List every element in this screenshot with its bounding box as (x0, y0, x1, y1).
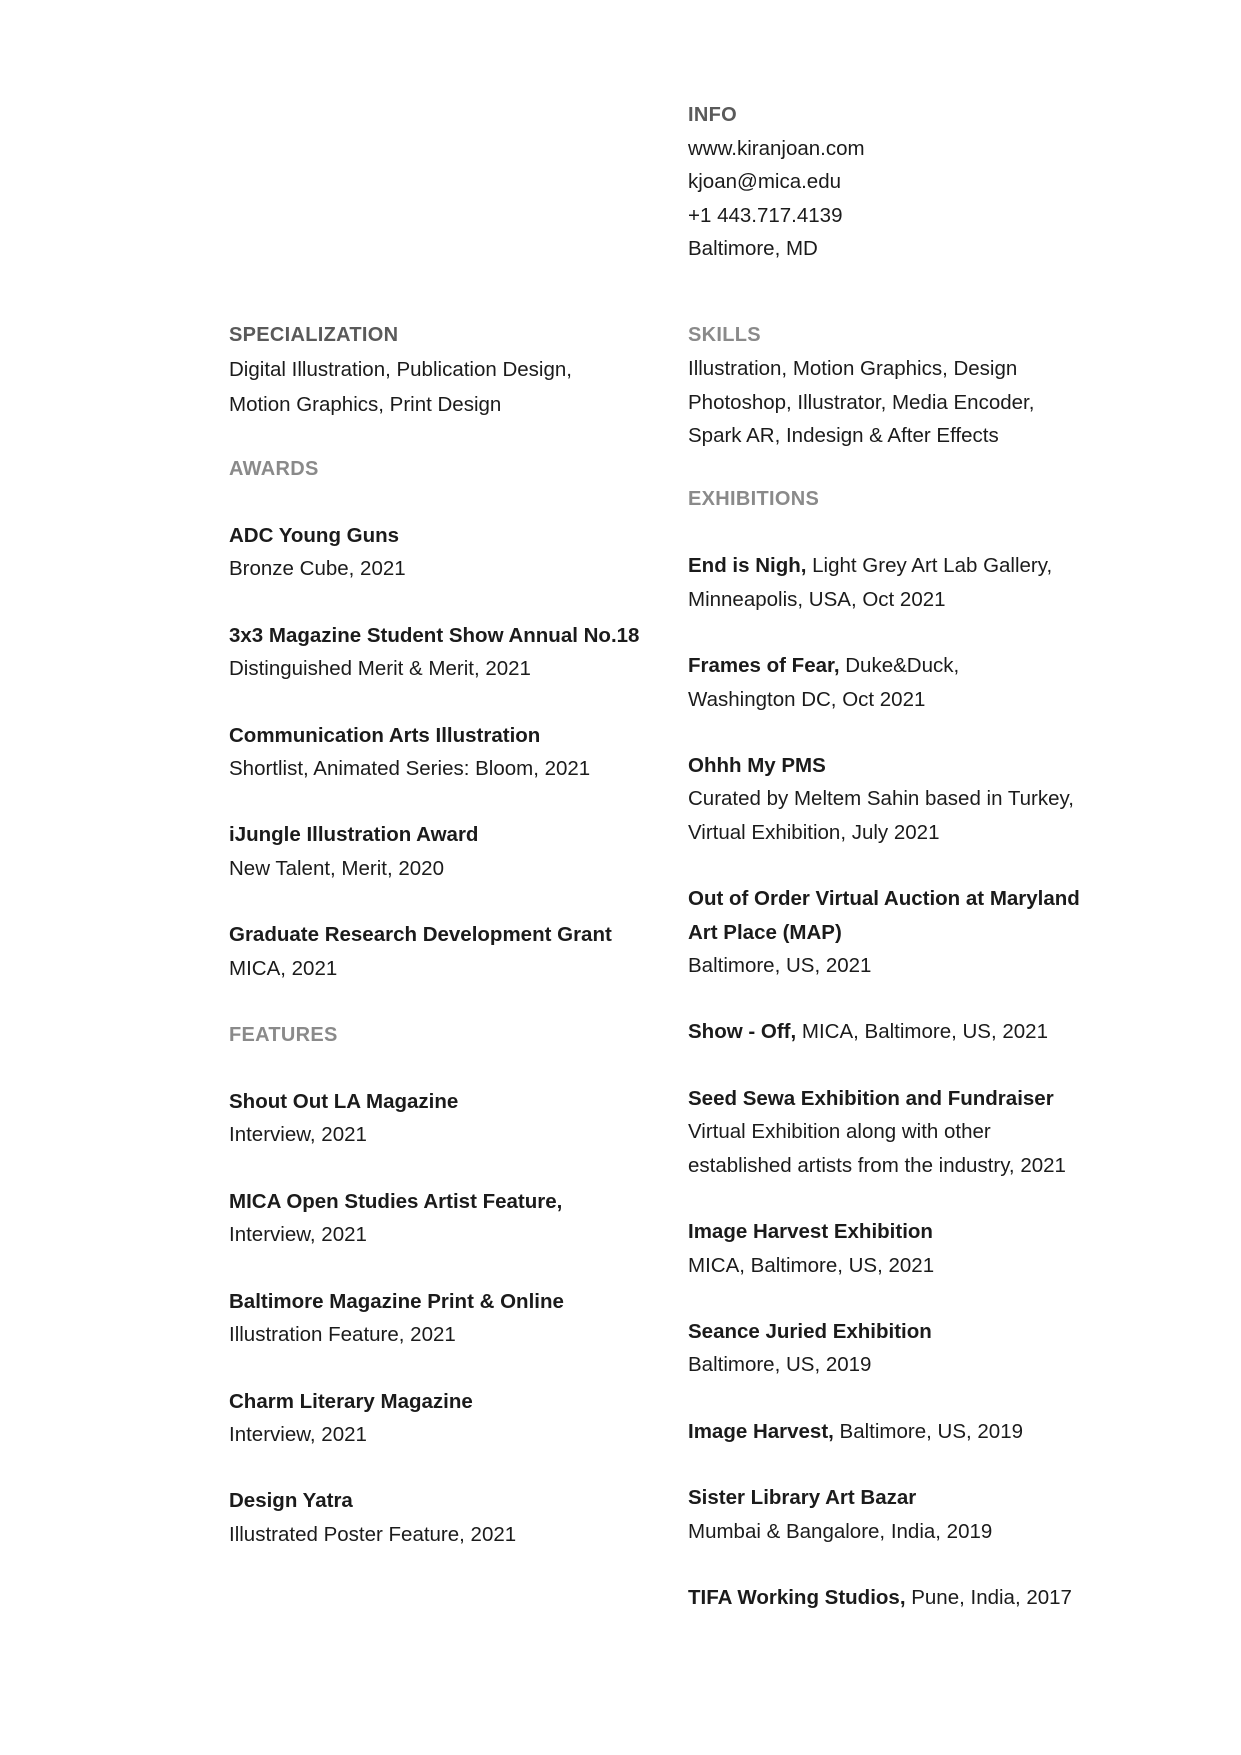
specialization-line: Digital Illustration, Publication Design, (229, 358, 572, 381)
exhibition-title: Image Harvest, (688, 1419, 834, 1443)
info-location: Baltimore, MD (688, 236, 818, 260)
award-desc: Shortlist, Animated Series: Bloom, 2021 (229, 757, 591, 781)
exhibition-desc: Mumbai & Bangalore, India, 2019 (688, 1519, 993, 1543)
feature-title: Shout Out LA Magazine (229, 1090, 459, 1114)
feature-entry (229, 1484, 669, 1551)
exhibition-title: Image Harvest Exhibition (688, 1220, 933, 1244)
feature-entry (229, 1285, 669, 1352)
feature-desc: Interview, 2021 (229, 1123, 367, 1147)
right-column (688, 98, 1158, 1647)
exhibition-title: TIFA Working Studios, (688, 1585, 906, 1609)
skills-heading: SKILLS (688, 324, 761, 347)
left-column (229, 318, 669, 1584)
award-title: ADC Young Guns (229, 524, 400, 547)
exhibition-entry (688, 649, 1158, 716)
exhibition-desc: Curated by Meltem Sahin based in Turkey, (688, 787, 1074, 811)
specialization-line: Motion Graphics, Print Design (229, 393, 502, 416)
exhibition-inline: Light Grey Art Lab Gallery, (806, 554, 1053, 578)
exhibition-desc: Virtual Exhibition, July 2021 (688, 820, 940, 844)
award-title: iJungle Illustration Award (229, 823, 479, 847)
skills-line: Photoshop, Illustrator, Media Encoder, (688, 390, 1035, 414)
exhibition-entry (688, 1581, 1158, 1614)
exhibition-inline: MICA, Baltimore, US, 2021 (796, 1020, 1048, 1044)
feature-title: Baltimore Magazine Print & Online (229, 1289, 564, 1313)
info-website: www.kiranjoan.com (688, 137, 865, 160)
feature-entry (229, 1185, 669, 1252)
award-title: 3x3 Magazine Student Show Annual No.18 (229, 623, 640, 647)
exhibition-entry (688, 1415, 1158, 1448)
feature-entry (229, 1385, 669, 1452)
exhibition-desc: Minneapolis, USA, Oct 2021 (688, 587, 946, 611)
exhibition-desc: MICA, Baltimore, US, 2021 (688, 1253, 935, 1277)
award-entry (229, 519, 669, 586)
feature-entry (229, 1085, 669, 1152)
feature-title: Design Yatra (229, 1489, 353, 1513)
feature-title: MICA Open Studies Artist Feature, (229, 1189, 563, 1213)
exhibition-entry (688, 549, 1158, 616)
exhibition-desc: Virtual Exhibition along with other (688, 1120, 991, 1144)
info-email: kjoan@mica.edu (688, 170, 841, 194)
award-title: Graduate Research Development Grant (229, 923, 612, 947)
feature-title: Charm Literary Magazine (229, 1389, 473, 1413)
feature-desc: Interview, 2021 (229, 1422, 367, 1446)
exhibition-inline: Pune, India, 2017 (905, 1585, 1072, 1609)
award-desc: New Talent, Merit, 2020 (229, 856, 444, 880)
exhibition-desc: Washington DC, Oct 2021 (688, 687, 926, 711)
feature-desc: Interview, 2021 (229, 1223, 367, 1247)
exhibition-entry (688, 1082, 1158, 1182)
info-heading: INFO (688, 104, 737, 126)
awards-heading: AWARDS (229, 458, 319, 480)
award-desc: MICA, 2021 (229, 956, 338, 980)
exhibition-title: Frames of Fear, (688, 654, 840, 678)
features-heading: FEATURES (229, 1024, 338, 1047)
features-section (229, 1018, 669, 1551)
exhibition-title: Seance Juried Exhibition (688, 1319, 932, 1343)
exhibition-desc: established artists from the industry, 2021 (688, 1153, 1066, 1177)
skills-line: Illustration, Motion Graphics, Design (688, 357, 1018, 381)
exhibition-inline: Baltimore, US, 2019 (833, 1419, 1024, 1443)
award-entry (229, 719, 669, 786)
specialization-heading: SPECIALIZATION (229, 324, 399, 346)
awards-section (229, 452, 669, 985)
exhibition-title: Show - Off, (688, 1020, 797, 1044)
exhibition-entry (688, 1315, 1158, 1382)
exhibition-title: End is Nigh, (688, 554, 807, 578)
exhibition-entry (688, 749, 1158, 849)
exhibition-title-cont: Art Place (MAP) (688, 920, 842, 944)
award-entry (229, 918, 669, 985)
skills-section (688, 318, 1158, 452)
feature-desc: Illustration Feature, 2021 (229, 1323, 456, 1347)
award-desc: Distinguished Merit & Merit, 2021 (229, 657, 531, 681)
award-entry (229, 818, 669, 885)
info-section (688, 98, 1158, 265)
exhibition-entry (688, 1481, 1158, 1548)
exhibitions-section (688, 482, 1158, 1614)
exhibition-entry (688, 1215, 1158, 1282)
exhibition-title: Sister Library Art Bazar (688, 1486, 917, 1510)
exhibition-entry (688, 1015, 1158, 1048)
exhibition-title: Seed Sewa Exhibition and Fundraiser (688, 1086, 1054, 1110)
exhibition-inline: Duke&Duck, (839, 654, 960, 678)
award-entry (229, 619, 669, 686)
exhibition-title: Ohhh My PMS (688, 754, 826, 778)
feature-desc: Illustrated Poster Feature, 2021 (229, 1522, 517, 1546)
exhibition-entry (688, 882, 1158, 982)
specialization-section (229, 318, 669, 422)
award-desc: Bronze Cube, 2021 (229, 557, 406, 581)
exhibition-desc: Baltimore, US, 2021 (688, 954, 872, 978)
info-phone: +1 443.717.4139 (688, 203, 843, 227)
exhibition-desc: Baltimore, US, 2019 (688, 1353, 872, 1377)
exhibitions-heading: EXHIBITIONS (688, 488, 820, 511)
skills-line: Spark AR, Indesign & After Effects (688, 424, 999, 447)
exhibition-title: Out of Order Virtual Auction at Maryland (688, 887, 1080, 911)
award-title: Communication Arts Illustration (229, 723, 541, 747)
